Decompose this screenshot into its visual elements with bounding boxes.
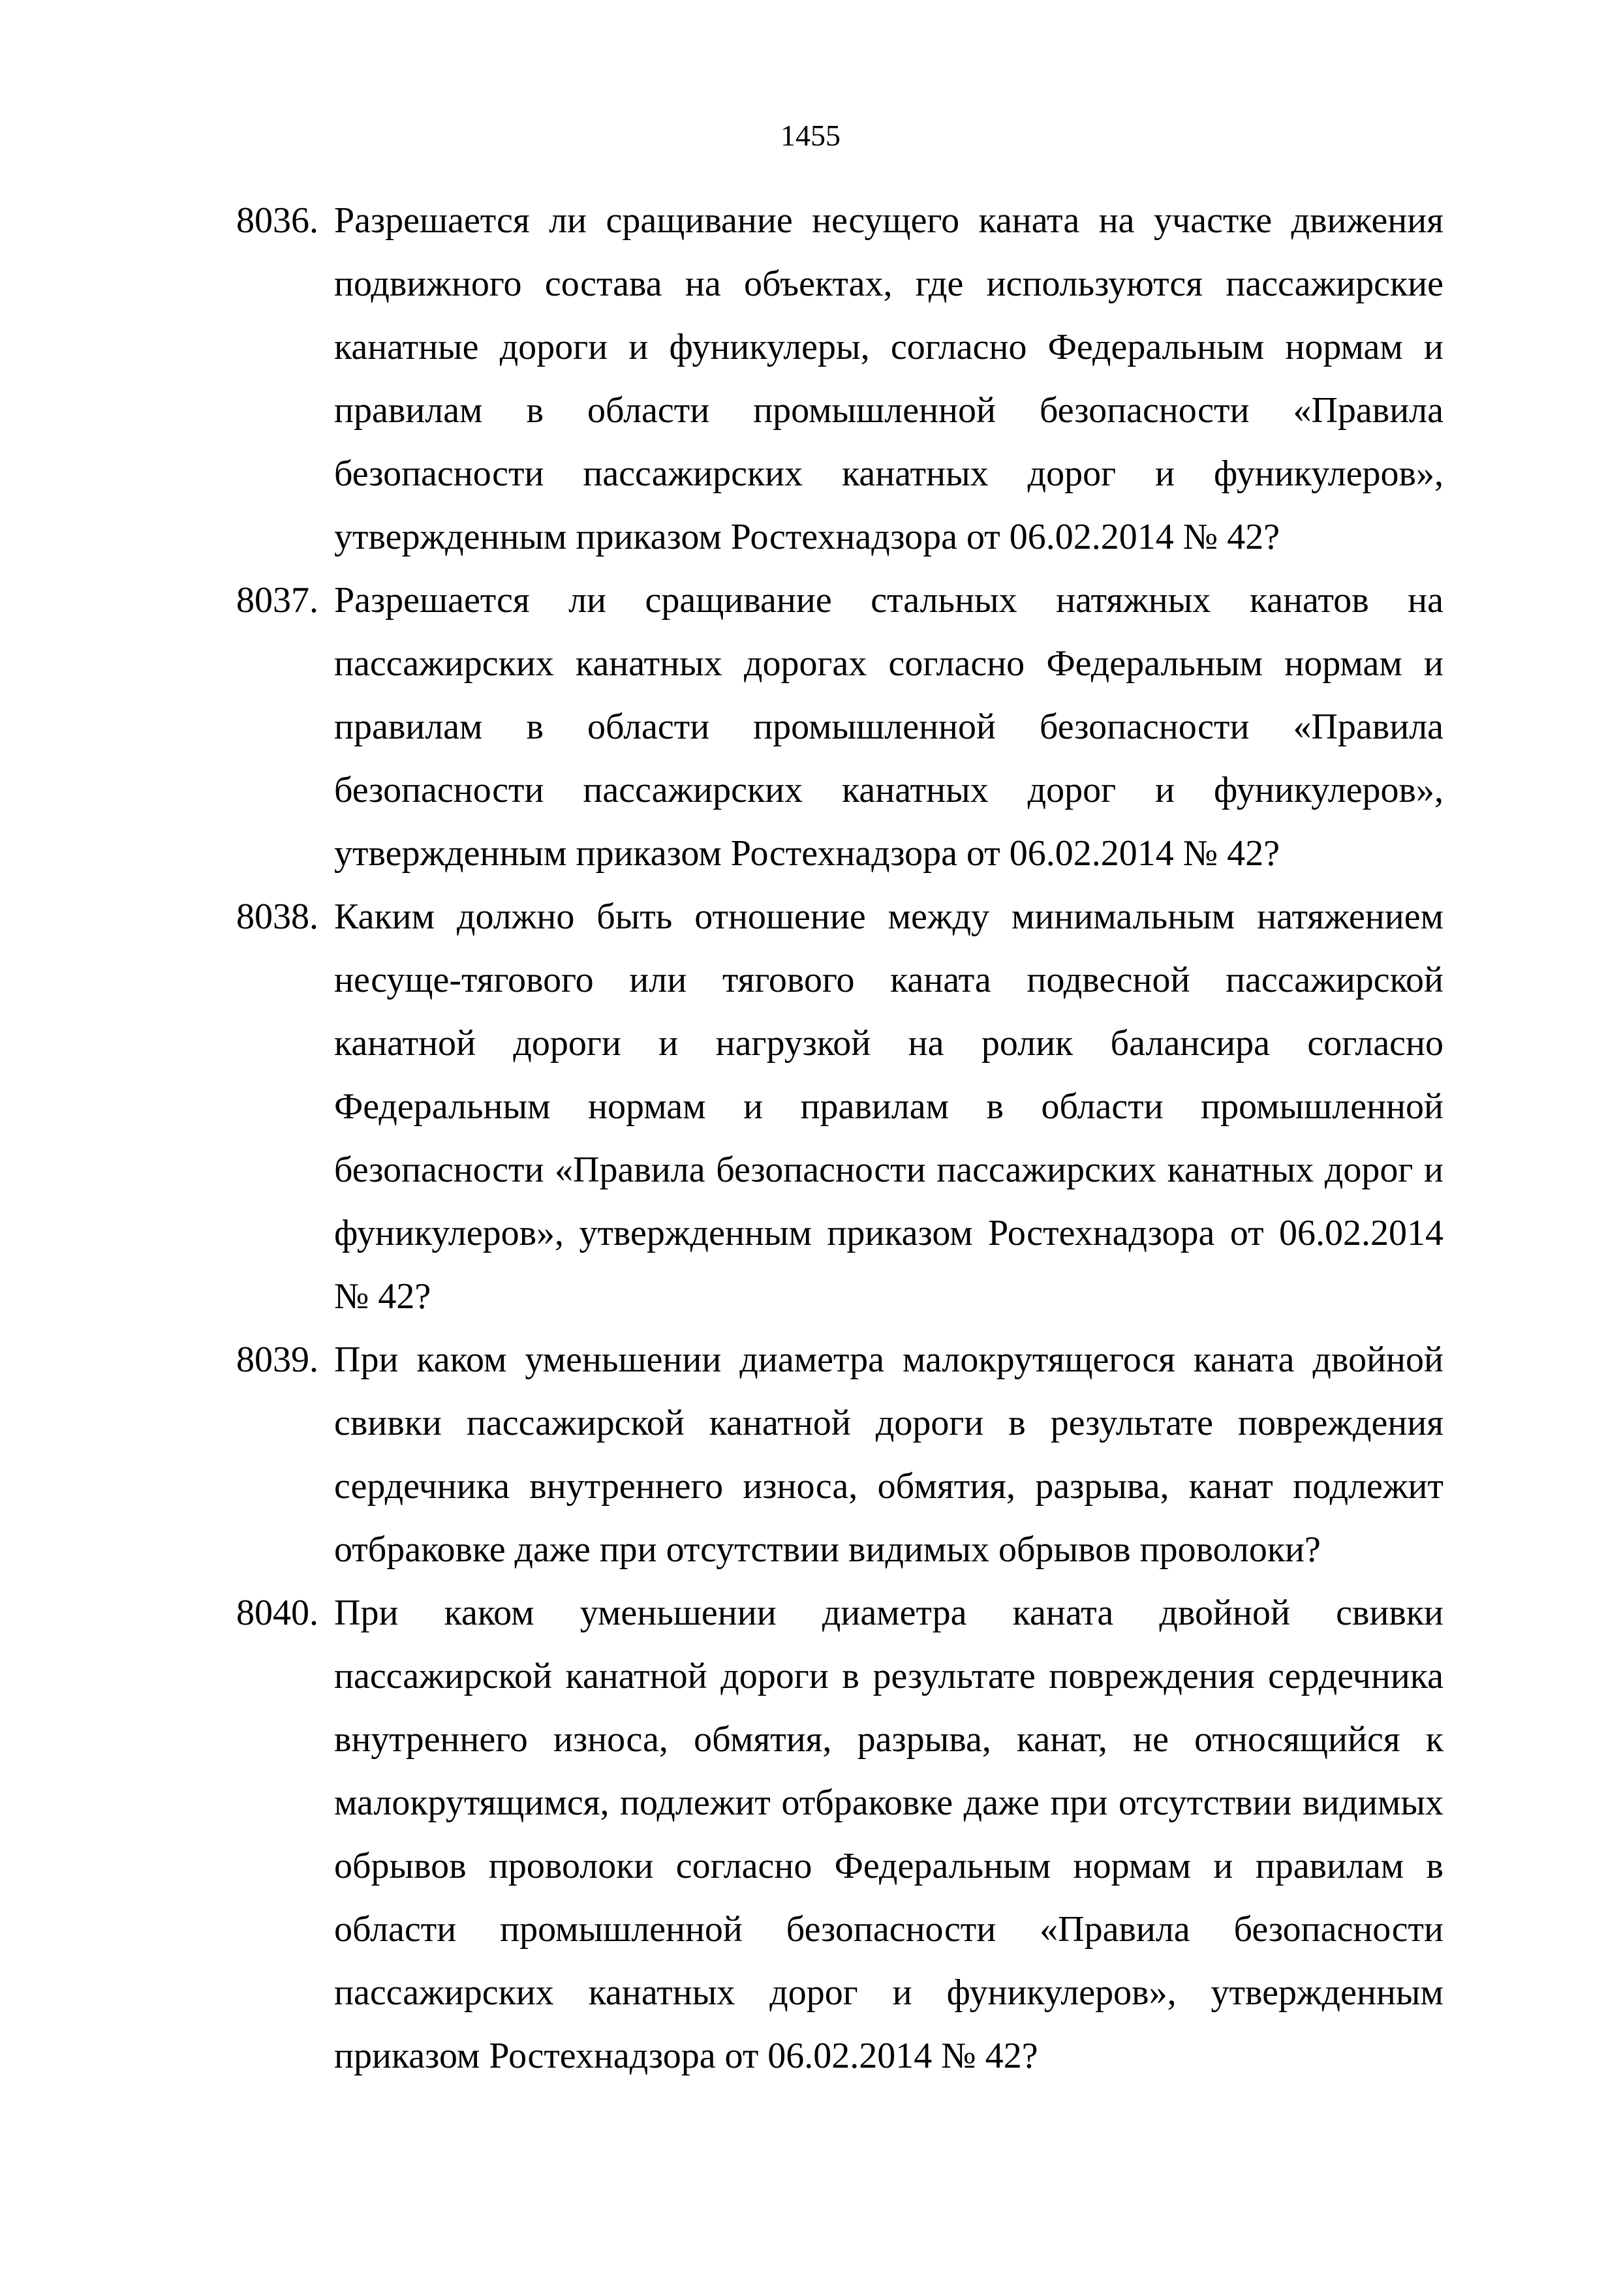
question-number: 8039. [236, 1339, 318, 1380]
question-8037 [236, 569, 1443, 885]
question-text: Разрешается ли сращивание несущего каната на участке движения подвижного состава на объектах, где используются пассажирские канатные дороги и фуникулеры, согласно Федеральным нормам и правилам в области промышленной безопасности «Правила безопасности пассажирских канатных дорог и фуникулеров», утвержденным приказом Ростехнадзора от 06.02.2014 № 42? [334, 200, 1443, 557]
question-8038 [236, 885, 1443, 1328]
question-text: Разрешается ли сращивание стальных натяжных канатов на пассажирских канатных дорогах согласно Федеральным нормам и правилам в области промышленной безопасности «Правила безопасности пассажирских канатных дорог и фуникулеров», утвержденным приказом Ростехнадзора от 06.02.2014 № 42? [334, 580, 1443, 874]
question-number: 8036. [236, 200, 318, 241]
question-number: 8038. [236, 896, 318, 937]
question-8040 [236, 1582, 1443, 2088]
question-number: 8037. [236, 580, 318, 620]
question-text: Каким должно быть отношение между минимальным натяжением несуще-тягового или тягового каната подвесной пассажирской канатной дороги и нагрузкой на ролик балансира согласно Федеральным нормам и правилам в области промышленной безопасности «Правила безопасности пассажирских канатных дорог и фуникулеров», утвержденным приказом Ростехнадзора от 06.02.2014 № 42? [334, 896, 1443, 1317]
question-8039 [236, 1328, 1443, 1582]
question-number: 8040. [236, 1593, 318, 1633]
question-8036 [236, 189, 1443, 569]
question-text: При каком уменьшении диаметра каната двойной свивки пассажирской канатной дороги в результате повреждения сердечника внутреннего износа, обмятия, разрыва, канат, не относящийся к малокрутящимся, подлежит отбраковке даже при отсутствии видимых обрывов проволоки согласно Федеральным нормам и правилам в области промышленной безопасности «Правила безопасности пассажирских канатных дорог и фуникулеров», утвержденным приказом Ростехнадзора от 06.02.2014 № 42? [334, 1593, 1443, 2076]
page-number: 1455 [780, 119, 841, 152]
question-text: При каком уменьшении диаметра малокрутящегося каната двойной свивки пассажирской канатной дороги в результате повреждения сердечника внутреннего износа, обмятия, разрыва, канат подлежит отбраковке даже при отсутствии видимых обрывов проволоки? [334, 1339, 1443, 1570]
question-list [236, 189, 1443, 2088]
